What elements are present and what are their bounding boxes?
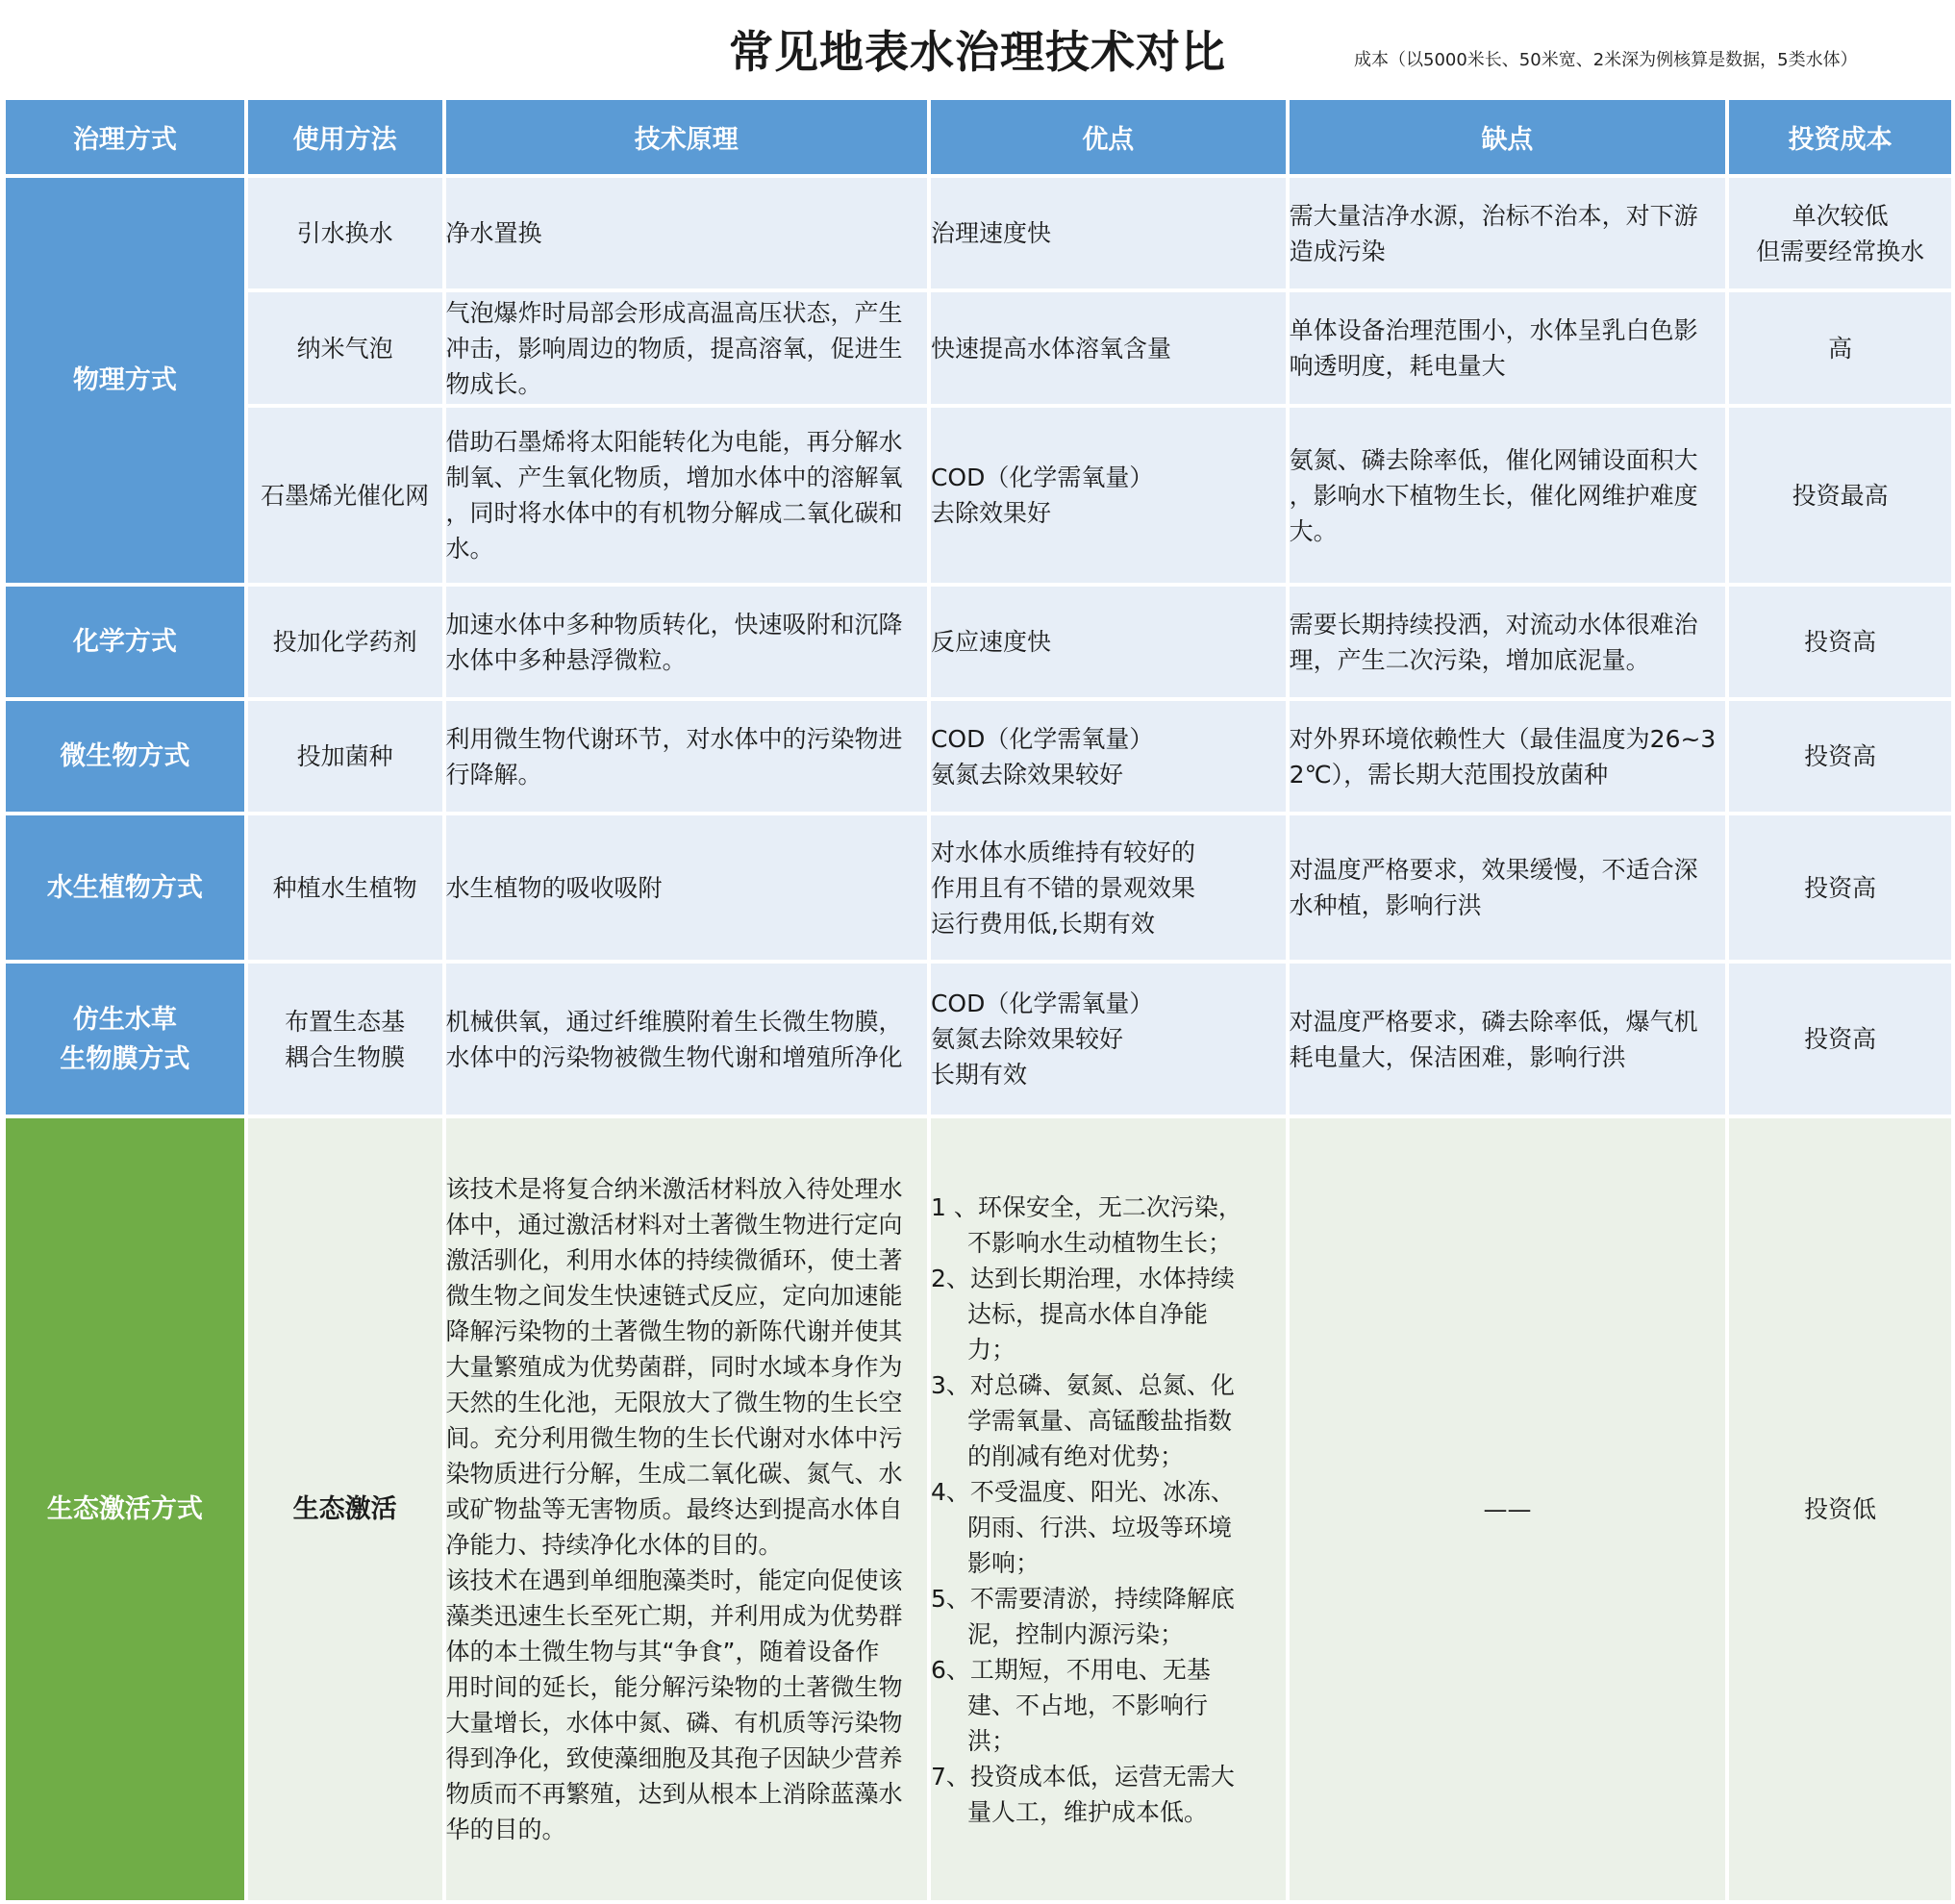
principle-cell: 机械供氧，通过纤维膜附着生长微生物膜， 水体中的污染物被微生物代谢和增殖所净化 xyxy=(444,962,929,1116)
cons-cell: 氨氮、磷去除率低，催化网铺设面积大 ，影响水下植物生长，催化网维护难度 大。 xyxy=(1288,406,1728,585)
cost-cell: 投资高 xyxy=(1727,814,1953,962)
cost-note: 成本（以5000米长、50米宽、2米深为例核算是数据，5类水体） xyxy=(1354,50,1858,70)
page-title: 常见地表水治理技术对比 xyxy=(729,26,1226,78)
principle-cell: 加速水体中多种物质转化，快速吸附和沉降 水体中多种悬浮微粒。 xyxy=(444,585,929,699)
header-cons: 缺点 xyxy=(1288,98,1728,176)
list-item: 3、对总磷、氨氮、总氮、化学需氧量、高锰酸盐指数的削减有绝对优势； xyxy=(930,1370,1235,1470)
method-cell: 生态激活 xyxy=(246,1116,444,1902)
table-row xyxy=(4,585,1953,699)
method-cell: 投加化学药剂 xyxy=(246,585,444,699)
cost-cell: 投资高 xyxy=(1727,699,1953,814)
pros-cell: COD（化学需氧量） 氨氮去除效果较好 长期有效 xyxy=(929,962,1288,1116)
category-microbial: 微生物方式 xyxy=(4,699,246,814)
table-row xyxy=(4,406,1953,585)
list-item: 4、不受温度、阳光、冰冻、阴雨、行洪、垃圾等环境影响； xyxy=(930,1477,1235,1577)
category-biofilm: 仿生水草 生物膜方式 xyxy=(4,962,246,1116)
list-item: 6、工期短，不用电、无基建、不占地，不影响行洪； xyxy=(930,1655,1211,1755)
table-row xyxy=(4,290,1953,406)
pros-cell: 治理速度快 xyxy=(929,176,1288,290)
table-row xyxy=(4,176,1953,290)
cost-cell: 投资高 xyxy=(1727,962,1953,1116)
category-chemical: 化学方式 xyxy=(4,585,246,699)
principle-cell: 水生植物的吸收吸附 xyxy=(444,814,929,962)
list-item: 1 、环保安全，无二次污染，不影响水生动植物生长； xyxy=(930,1192,1242,1257)
table-row xyxy=(4,699,1953,814)
method-cell: 石墨烯光催化网 xyxy=(246,406,444,585)
header-cost: 投资成本 xyxy=(1727,98,1953,176)
table-row xyxy=(4,962,1953,1116)
pros-cell: 反应速度快 xyxy=(929,585,1288,699)
pros-cell: 快速提高水体溶氧含量 xyxy=(929,290,1288,406)
cost-cell: 高 xyxy=(1727,290,1953,406)
method-cell: 种植水生植物 xyxy=(246,814,444,962)
pros-cell: COD（化学需氧量） 氨氮去除效果较好 xyxy=(929,699,1288,814)
cons-cell: 对温度严格要求，效果缓慢，不适合深 水种植，影响行洪 xyxy=(1288,814,1728,962)
cons-cell: 对温度严格要求，磷去除率低，爆气机 耗电量大，保洁困难，影响行洪 xyxy=(1288,962,1728,1116)
category-eco-activation: 生态激活方式 xyxy=(4,1116,246,1902)
principle-cell: 气泡爆炸时局部会形成高温高压状态，产生 冲击，影响周边的物质，提高溶氧，促进生 物成长。 xyxy=(444,290,929,406)
table-row xyxy=(4,814,1953,962)
cons-cell xyxy=(1288,1116,1728,1902)
header-row xyxy=(4,98,1953,176)
pros-cell: COD（化学需氧量） 去除效果好 xyxy=(929,406,1288,585)
cost-cell: 单次较低 但需要经常换水 xyxy=(1727,176,1953,290)
comparison-table xyxy=(2,96,1955,1904)
header-method: 使用方法 xyxy=(246,98,444,176)
method-cell: 布置生态基 耦合生物膜 xyxy=(246,962,444,1116)
method-cell: 引水换水 xyxy=(246,176,444,290)
principle-cell: 借助石墨烯将太阳能转化为电能，再分解水 制氧、产生氧化物质，增加水体中的溶解氧 ，同时将水体中的有机物分解成二氧化碳和 水。 xyxy=(444,406,929,585)
list-item: 7、投资成本低，运营无需大量人工，维护成本低。 xyxy=(930,1762,1235,1826)
pros-cell xyxy=(929,1116,1288,1902)
cons-cell: 单体设备治理范围小，水体呈乳白色影 响透明度，耗电量大 xyxy=(1288,290,1728,406)
header-category: 治理方式 xyxy=(4,98,246,176)
category-aquatic-plant: 水生植物方式 xyxy=(4,814,246,962)
empty-dash: —— xyxy=(1483,1495,1532,1523)
header-principle: 技术原理 xyxy=(444,98,929,176)
category-physical: 物理方式 xyxy=(4,176,246,585)
list-item: 5、不需要清淤，持续降解底泥，控制内源污染； xyxy=(930,1584,1235,1648)
cons-cell: 需大量洁净水源，治标不治本，对下游 造成污染 xyxy=(1288,176,1728,290)
principle-cell: 利用微生物代谢环节，对水体中的污染物进 行降解。 xyxy=(444,699,929,814)
principle-cell: 净水置换 xyxy=(444,176,929,290)
cons-cell: 对外界环境依赖性大（最佳温度为26~3 2℃），需长期大范围投放菌种 xyxy=(1288,699,1728,814)
method-cell: 纳米气泡 xyxy=(246,290,444,406)
cost-cell: 投资低 xyxy=(1727,1116,1953,1902)
cons-cell: 需要长期持续投洒，对流动水体很难治 理，产生二次污染，增加底泥量。 xyxy=(1288,585,1728,699)
list-item: 2、达到长期治理，水体持续达标，提高水体自净能力； xyxy=(930,1264,1235,1364)
method-cell: 投加菌种 xyxy=(246,699,444,814)
cost-cell: 投资高 xyxy=(1727,585,1953,699)
pros-cell: 对水体水质维持有较好的 作用且有不错的景观效果 运行费用低,长期有效 xyxy=(929,814,1288,962)
principle-cell: 该技术是将复合纳米激活材料放入待处理水 体中，通过激活材料对土著微生物进行定向 激活驯化，利用水体的持续微循环，使土著 微生物之间发生快速链式反应，定向加速能 降解污染物的土著微生物的新陈代谢并使其 大量繁殖成为优势菌群，同时水域本身作为 天然的生化池，无限放大了微生物的生长空 间。充分利用微生物的生长代谢对水体中污 染物质进行分解，生成二氧化碳、氮气、水 或矿物盐等无害物质。最终达到提高水体自 净能力、持续净化水体的目的。 该技术在遇到单细胞藻类时，能定向促使该 藻类迅速生长至死亡期，并利用成为优势群 体的本土微生物与其“争食”，随着设备作 用时间的延长，能分解污染物的土著微生物 大量增长，水体中氮、磷、有机质等污染物 得到净化，致使藻细胞及其孢子因缺少营养 物质而不再繁殖，达到从根本上消除蓝藻水 华的目的。 xyxy=(444,1116,929,1902)
table-row xyxy=(4,1116,1953,1902)
cost-cell: 投资最高 xyxy=(1727,406,1953,585)
advantages-list xyxy=(931,1190,1247,1830)
header-pros: 优点 xyxy=(929,98,1288,176)
